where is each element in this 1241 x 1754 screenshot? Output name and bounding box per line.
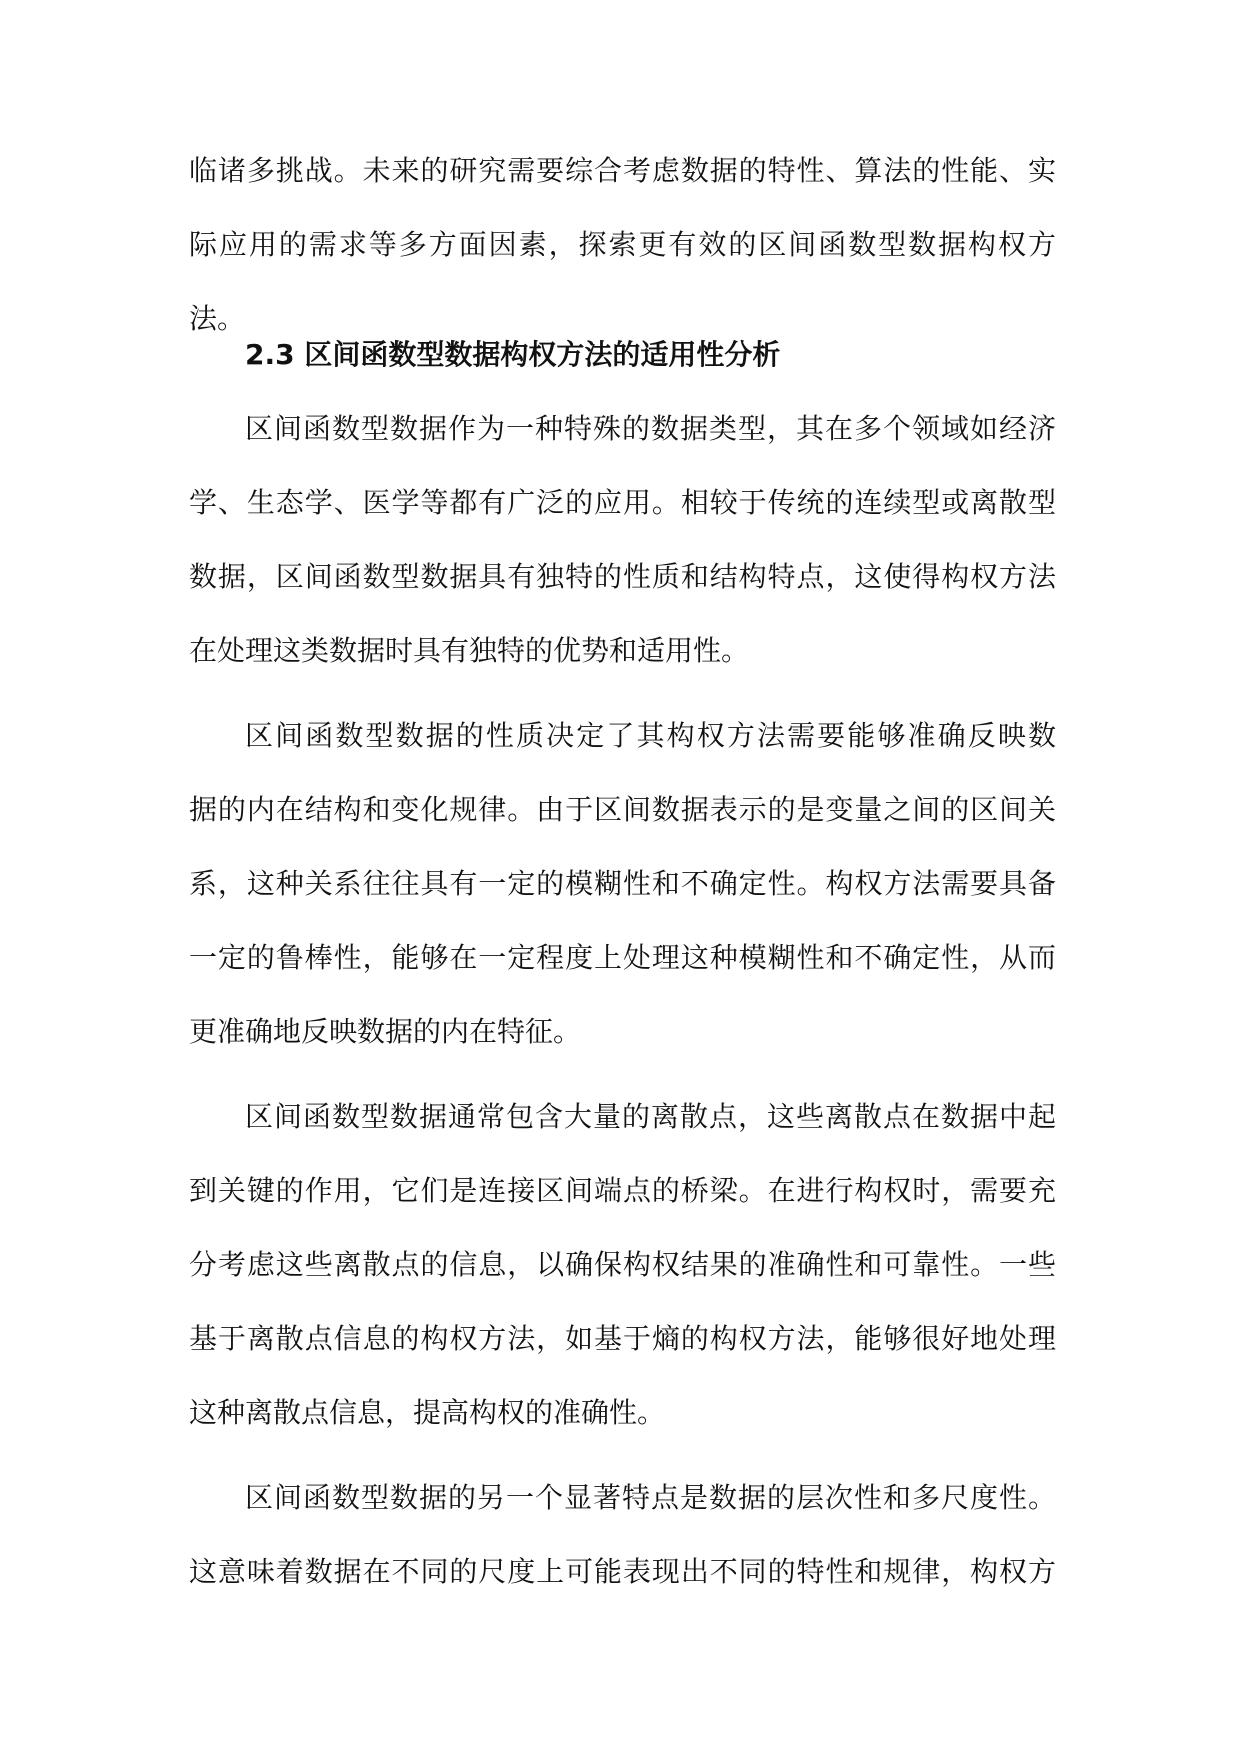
- paragraph-line: 区间函数型数据通常包含大量的离散点，这些离散点在数据中起: [245, 1100, 1056, 1133]
- paragraph-line: 际应用的需求等多方面因素，探索更有效的区间函数型数据构权方法。: [189, 228, 1056, 335]
- paragraph-line: 这意味着数据在不同的尺度上可能表现出不同的特性和规律，构权方: [189, 1555, 1056, 1588]
- paragraph-line: 据的内在结构和变化规律。由于区间数据表示的是变量之间的区间关: [189, 793, 1056, 826]
- paragraph: [189, 392, 1056, 688]
- paragraph-line: 区间函数型数据的另一个显著特点是数据的层次性和多尺度性。: [245, 1481, 1056, 1514]
- paragraph: [189, 1080, 1056, 1450]
- paragraph-line: 临诸多挑战。未来的研究需要综合考虑数据的特性、算法的性能、实: [189, 154, 1056, 187]
- paragraph-line: 学、生态学、医学等都有广泛的应用。相较于传统的连续型或离散型: [189, 486, 1056, 519]
- paragraph-line: 基于离散点信息的构权方法，如基于熵的构权方法，能够很好地处理: [189, 1322, 1056, 1355]
- paragraph-line: 区间函数型数据作为一种特殊的数据类型，其在多个领域如经济: [245, 412, 1056, 445]
- paragraph-line: 一定的鲁棒性，能够在一定程度上处理这种模糊性和不确定性，从而: [189, 941, 1056, 974]
- intro-paragraph: [189, 134, 1056, 335]
- document-body: [189, 134, 1056, 1609]
- paragraph-line: 在处理这类数据时具有独特的优势和适用性。: [189, 634, 750, 667]
- paragraph-line: 到关键的作用，它们是连接区间端点的桥梁。在进行构权时，需要充: [189, 1174, 1056, 1207]
- section-heading: 2.3 区间函数型数据构权方法的适用性分析: [245, 338, 781, 371]
- paragraph-line: 更准确地反映数据的内在特征。: [189, 1015, 582, 1048]
- paragraph-line: 数据，区间函数型数据具有独特的性质和结构特点，这使得构权方法: [189, 560, 1056, 593]
- paragraph: [189, 699, 1056, 1069]
- paragraph-line: 分考虑这些离散点的信息，以确保构权结果的准确性和可靠性。一些: [189, 1248, 1056, 1281]
- paragraph-line: 区间函数型数据的性质决定了其构权方法需要能够准确反映数: [245, 719, 1056, 752]
- paragraph-line: 系，这种关系往往具有一定的模糊性和不确定性。构权方法需要具备: [189, 867, 1056, 900]
- paragraph: [189, 1461, 1056, 1609]
- paragraph-line: 这种离散点信息，提高构权的准确性。: [189, 1396, 666, 1429]
